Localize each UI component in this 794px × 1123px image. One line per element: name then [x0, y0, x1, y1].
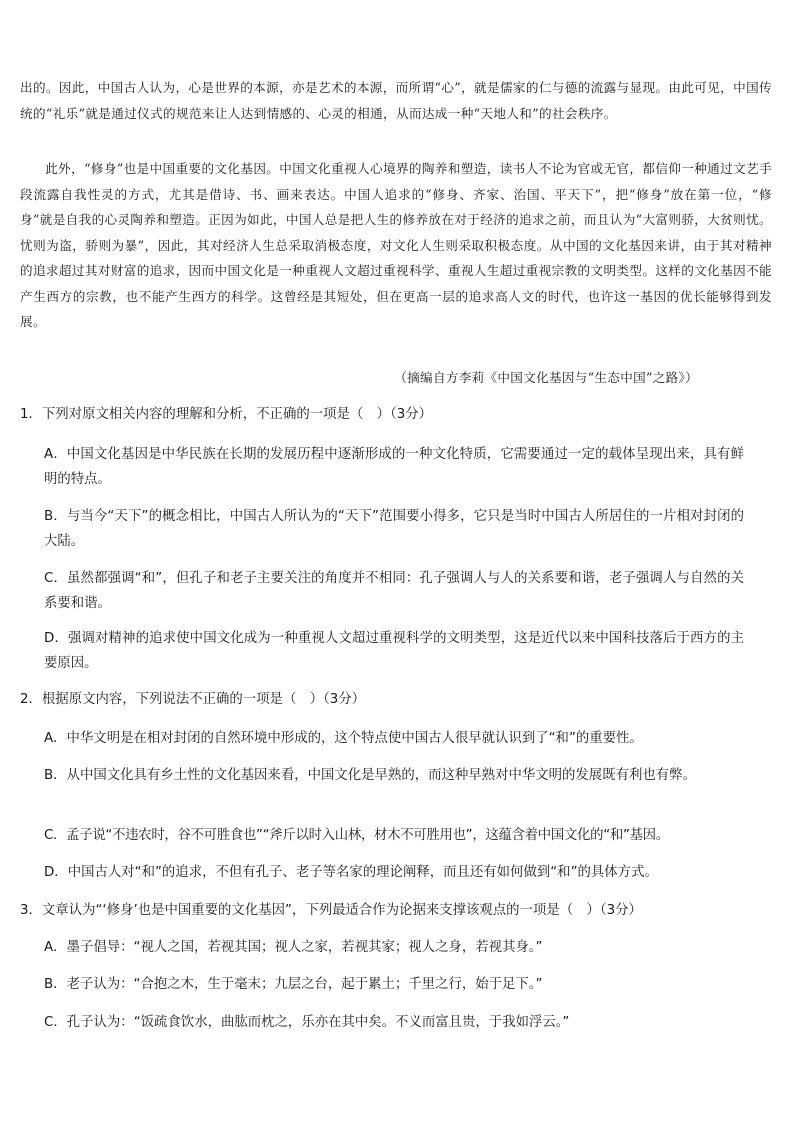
question-3-stem: 3．文章认为“‘修身’也是中国重要的文化基因”，下列最适合作为论据来支撑该观点的一项是（ ）（3分） [20, 903, 642, 918]
question-3-option-a: A．墨子倡导：“视人之国，若视其国；视人之家，若视其家；视人之身，若视其身。” [44, 940, 543, 955]
question-1-option-a: A．中国文化基因是中华民族在长期的发展历程中逐渐形成的一种文化特质，它需要通过一定的载体呈现出来，具有鲜明的特点。 [44, 447, 744, 487]
question-2-option-b: B．从中国文化具有乡土性的文化基因来看，中国文化是早熟的，而这种早熟对中华文明的发展既有利也有弊。 [44, 768, 696, 783]
passage-paragraph-2: 此外，“修身”也是中国重要的文化基因。中国文化重视人心境界的陶养和塑造，读书人不论为官或无官，都信仰一种通过文艺手段流露自我性灵的方式，尤其是借诗、书、画来表达。中国人追求的“修身、齐家、治国、平天下”，把“修身”放在第一位，“修身”就是自我的心灵陶养和塑造。正因为如此，中国人总是把人生的修养放在对于经济的追求之前，而且认为“大富则骄，大贫则忧。忧则为盗，骄则为暴”，因此，其对经济人生总采取消极态度，对文化人生则采取积极态度。从中国的文化基因来讲，由于其对精神的追求超过其对财富的追求，因而中国文化是一种重视人文超过重视科学、重视人生超过重视宗教的文明类型。这样的文化基因不能产生西方的宗教，也不能产生西方的科学。这曾经是其短处，但在更高一层的追求高人文的时代，也许这一基因的优长能够得到发展。 [20, 161, 772, 329]
question-3-option-c: C．孔子认为：“饭疏食饮水，曲肱而枕之，乐亦在其中矣。不义而富且贵，于我如浮云。” [44, 1015, 570, 1030]
question-2-option-c: C．孟子说“不违农时，谷不可胜食也”“斧斤以时入山林，材木不可胜用也”，这蕴含着中国文化的“和”基因。 [44, 828, 669, 843]
question-3-option-b: B．老子认为：“合抱之木，生于毫末；九层之台，起于累土；千里之行，始于足下。” [44, 977, 543, 992]
question-2-stem: 2．根据原文内容，下列说法不正确的一项是（ ）（3分） [20, 692, 366, 707]
question-1-stem: 1．下列对原文相关内容的理解和分析，不正确的一项是（ ）（3分） [20, 407, 433, 422]
question-1-option-d: D．强调对精神的追求使中国文化成为一种重视人文超过重视科学的文明类型，这是近代以来中国科技落后于西方的主要原因。 [44, 631, 744, 671]
question-1-option-b: B．与当今“天下”的概念相比，中国古人所认为的“天下”范围要小得多，它只是当时中国古人所居住的一片相对封闭的大陆。 [44, 509, 744, 549]
question-2-option-d: D．中国古人对“和”的追求，不但有孔子、老子等名家的理论阐释，而且还有如何做到“和”的具体方式。 [44, 865, 658, 880]
passage-paragraph-1: 出的。因此，中国古人认为，心是世界的本源，亦是艺术的本源，而所谓“心”，就是儒家的仁与德的流露与显现。由此可见，中国传统的“礼乐”就是通过仪式的规范来让人达到情感的、心灵的相通，从而达成一种“天地人和”的社会秩序。 [20, 80, 772, 121]
question-1-option-c: C．虽然都强调“和”，但孔子和老子主要关注的角度并不相同：孔子强调人与人的关系要和谐，老子强调人与自然的关系要和谐。 [44, 571, 744, 611]
question-2-option-a: A．中华文明是在相对封闭的自然环境中形成的，这个特点使中国古人很早就认识到了“和”的重要性。 [44, 731, 643, 746]
passage-source: （摘编自方李莉《中国文化基因与“生态中国”之路》） [394, 370, 698, 385]
